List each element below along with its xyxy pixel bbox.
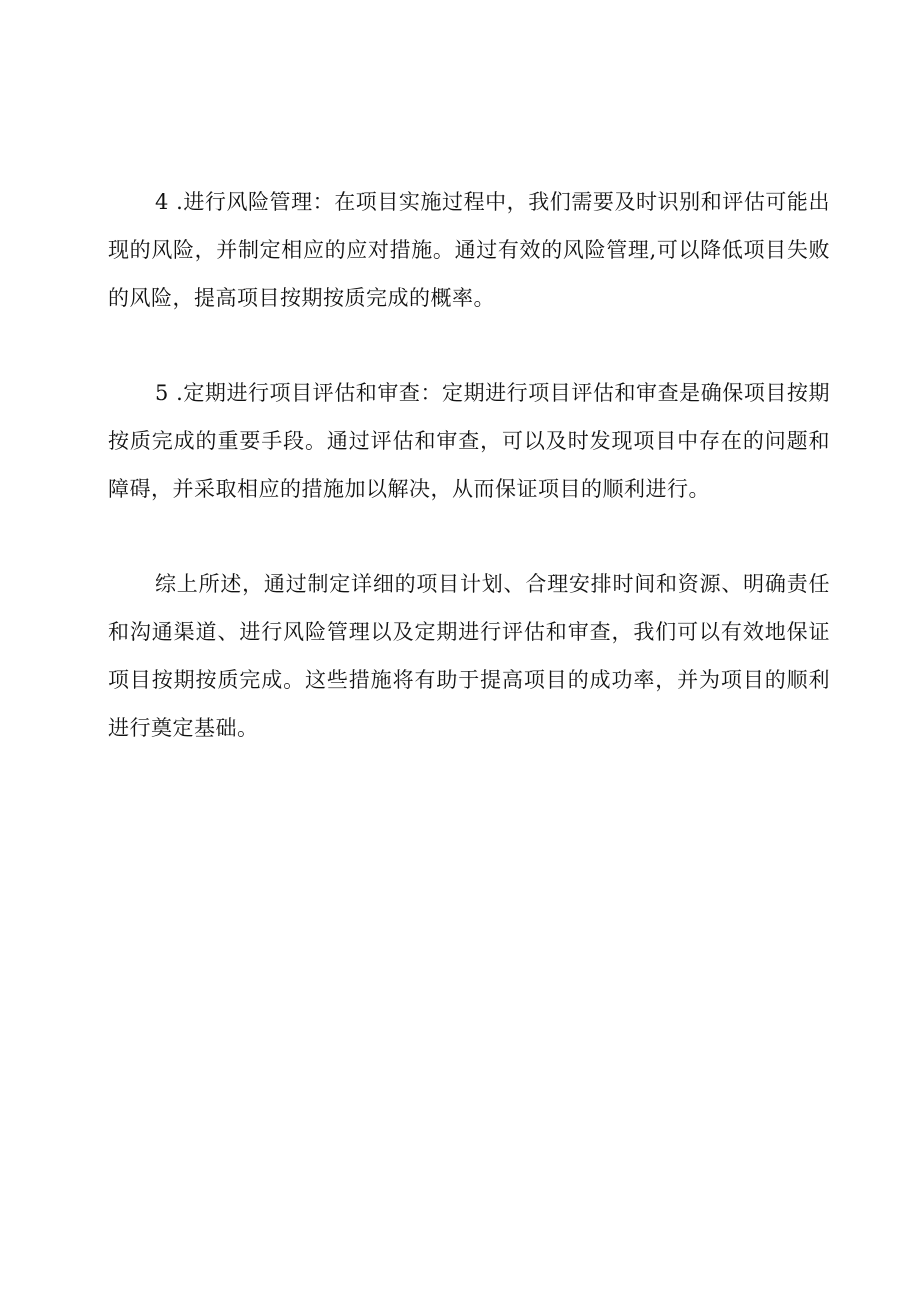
paragraph-regular-review: 5 .定期进行项目评估和审查：定期进行项目评估和审查是确保项目按期按质完成的重要手段。通过评估和审查，可以及时发现项目中存在的问题和障碍，并采取相应的措施加以解决，从而保证项目的顺利进行。 (108, 381, 830, 501)
paragraph-summary: 综上所述，通过制定详细的项目计划、合理安排时间和资源、明确责任和沟通渠道、进行风险管理以及定期进行评估和审查，我们可以有效地保证项目按期按质完成。这些措施将有助于提高项目的成功率，并为项目的顺利进行奠定基础。 (108, 572, 830, 740)
document-body (108, 178, 830, 752)
paragraph-risk-management: 4 .进行风险管理：在项目实施过程中，我们需要及时识别和评估可能出现的风险，并制定相应的应对措施。通过有效的风险管理,可以降低项目失败的风险，提高项目按期按质完成的概率。 (108, 190, 830, 310)
